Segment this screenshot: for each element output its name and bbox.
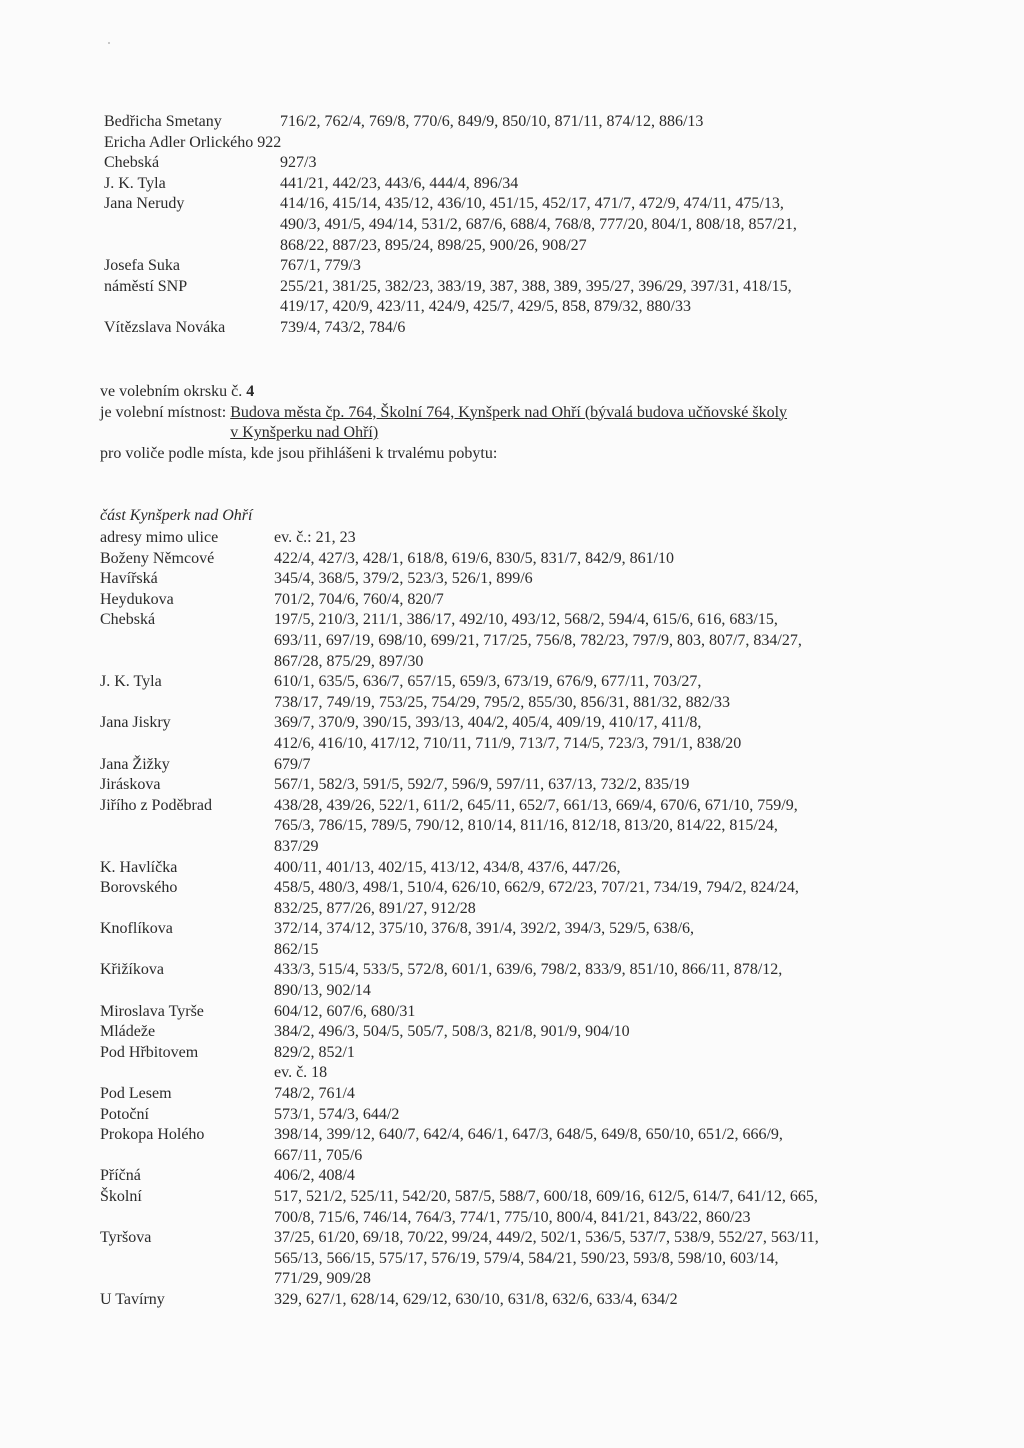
street-row — [100, 1228, 900, 1290]
house-numbers-line: 700/8, 715/6, 746/14, 764/3, 774/1, 775/10, 800/4, 841/21, 843/22, 860/23 — [274, 1208, 751, 1226]
street-name: adresy mimo ulice — [100, 529, 219, 546]
district-prefix: ve volebním okrsku č. — [100, 383, 243, 400]
house-numbers-line: 765/3, 786/15, 789/5, 790/12, 810/14, 811/16, 812/18, 813/20, 814/22, 815/24, — [274, 817, 778, 835]
house-numbers — [274, 672, 900, 713]
house-numbers-line: 868/22, 887/23, 895/24, 898/25, 900/26, 908/27 — [280, 236, 587, 254]
street-name: náměstí SNP — [104, 277, 188, 295]
house-numbers-line: ev. č.: 21, 23 — [274, 529, 356, 546]
house-numbers-line: 517, 521/2, 525/11, 542/20, 587/5, 588/7, 600/18, 609/16, 612/5, 614/7, 641/12, 665, — [274, 1188, 818, 1205]
street-row — [104, 277, 904, 318]
district-header — [100, 382, 900, 527]
house-numbers-line: 438/28, 439/26, 522/1, 611/2, 645/11, 652/7, 661/13, 669/4, 670/6, 671/10, 759/9, — [274, 796, 798, 814]
scan-speck — [108, 42, 110, 44]
street-name: U Tavírny — [100, 1290, 165, 1308]
street-name: Jana Nerudy — [104, 195, 185, 213]
house-numbers-line: 37/25, 61/20, 69/18, 70/22, 99/24, 449/2, 502/1, 536/5, 537/7, 538/9, 552/27, 563/11, — [274, 1229, 819, 1247]
house-numbers-line: 832/25, 877/26, 891/27, 912/28 — [274, 899, 476, 917]
house-numbers — [274, 755, 900, 776]
street-row — [100, 1187, 900, 1228]
house-numbers-line: 422/4, 427/3, 428/1, 618/8, 619/6, 830/5, 831/7, 842/9, 861/10 — [274, 549, 675, 567]
house-numbers-line: 771/29, 909/28 — [274, 1270, 371, 1288]
house-numbers-line: 458/5, 480/3, 498/1, 510/4, 626/10, 662/9, 672/23, 707/21, 734/19, 794/2, 824/24, — [274, 879, 799, 897]
street-name: Křižíkova — [100, 961, 164, 979]
house-numbers-line: 369/7, 370/9, 390/15, 393/13, 404/2, 405/4, 409/19, 410/17, 411/8, — [274, 714, 702, 732]
street-list-district-4 — [100, 528, 900, 1311]
house-numbers — [274, 610, 900, 672]
house-numbers-line: 419/17, 420/9, 423/11, 424/9, 425/7, 429/5, 858, 879/32, 880/33 — [280, 298, 691, 316]
house-numbers — [280, 194, 904, 256]
street-name: Tyršova — [100, 1229, 152, 1247]
street-name: Jiřího z Poděbrad — [100, 796, 212, 814]
house-numbers-line: 739/4, 743/2, 784/6 — [280, 318, 406, 336]
house-numbers — [274, 775, 900, 796]
street-name: Josefa Suka — [104, 257, 180, 275]
house-numbers-line: 412/6, 416/10, 417/12, 710/11, 711/9, 713/7, 714/5, 723/3, 791/1, 838/20 — [274, 734, 742, 752]
house-numbers-line: 867/28, 875/29, 897/30 — [274, 652, 424, 670]
house-numbers — [274, 1043, 900, 1084]
street-row — [100, 755, 900, 776]
street-name: Bedřicha Smetany — [104, 113, 222, 130]
street-row — [100, 1105, 900, 1126]
house-numbers-line: 372/14, 374/12, 375/10, 376/8, 391/4, 392/2, 394/3, 529/5, 638/6, — [274, 920, 695, 938]
house-numbers — [274, 1002, 900, 1023]
venue-text — [230, 403, 787, 444]
street-row — [100, 672, 900, 713]
street-row — [100, 775, 900, 796]
venue-row — [100, 403, 900, 444]
street-row — [100, 1290, 900, 1311]
street-row — [100, 1002, 900, 1023]
house-numbers — [280, 133, 904, 154]
house-numbers — [274, 713, 900, 754]
street-name: Vítězslava Nováka — [104, 318, 226, 336]
house-numbers — [274, 569, 900, 590]
street-row — [104, 112, 904, 133]
house-numbers — [274, 1187, 900, 1228]
house-numbers-line: 565/13, 566/15, 575/17, 576/19, 579/4, 584/21, 590/23, 593/8, 598/10, 603/14, — [274, 1249, 779, 1267]
street-name: Pod Hřbitovem — [100, 1043, 199, 1061]
house-numbers — [274, 1125, 900, 1166]
venue-line-2: v Kynšperku nad Ohří) — [230, 424, 379, 442]
venue-line-1: Budova města čp. 764, Školní 764, Kynšperk nad Ohří (bývalá budova učňovské školy — [230, 403, 788, 421]
house-numbers — [280, 112, 904, 133]
street-name: Chebská — [104, 154, 160, 172]
street-row — [100, 1022, 900, 1043]
house-numbers — [274, 796, 900, 858]
house-numbers — [280, 153, 904, 174]
street-name: Miroslava Tyrše — [100, 1002, 204, 1020]
house-numbers-line: 716/2, 762/4, 769/8, 770/6, 849/9, 850/10, 871/11, 874/12, 886/13 — [280, 113, 704, 130]
street-name: Příčná — [100, 1167, 141, 1185]
street-row — [104, 174, 904, 195]
house-numbers — [274, 878, 900, 919]
street-name: Heydukova — [100, 590, 174, 608]
street-row — [100, 549, 900, 570]
street-row — [100, 1043, 900, 1084]
street-name: K. Havlíčka — [100, 858, 178, 876]
house-numbers — [274, 1166, 900, 1187]
house-numbers-line: 441/21, 442/23, 443/6, 444/4, 896/34 — [280, 174, 519, 192]
district-line — [100, 382, 900, 403]
street-name: Pod Lesem — [100, 1085, 172, 1103]
house-numbers — [274, 1022, 900, 1043]
house-numbers — [274, 919, 900, 960]
street-row — [104, 133, 904, 154]
street-row — [104, 153, 904, 174]
house-numbers — [274, 528, 900, 549]
street-name: Chebská — [100, 611, 156, 629]
street-name: Mládeže — [100, 1023, 156, 1041]
house-numbers-line: 862/15 — [274, 940, 319, 958]
street-name: Boženy Němcové — [100, 549, 215, 567]
house-numbers-line: 329, 627/1, 628/14, 629/12, 630/10, 631/8, 632/6, 633/4, 634/2 — [274, 1290, 678, 1308]
house-numbers-line: 197/5, 210/3, 211/1, 386/17, 492/10, 493/12, 568/2, 594/4, 615/6, 616, 683/15, — [274, 611, 778, 629]
house-numbers-line: 345/4, 368/5, 379/2, 523/3, 526/1, 899/6 — [274, 570, 533, 588]
street-row — [104, 318, 904, 339]
voters-line: pro voliče podle místa, kde jsou přihlášeni k trvalému pobytu: — [100, 444, 498, 462]
street-name: Jana Žižky — [100, 755, 170, 773]
house-numbers-line: 384/2, 496/3, 504/5, 505/7, 508/3, 821/8, 901/9, 904/10 — [274, 1023, 630, 1041]
street-name: Ericha Adler Orlického 922 — [104, 133, 282, 151]
house-numbers — [274, 1105, 900, 1126]
street-row — [100, 919, 900, 960]
house-numbers-line: 738/17, 749/19, 753/25, 754/29, 795/2, 855/30, 856/31, 881/32, 882/33 — [274, 693, 731, 711]
street-row — [100, 796, 900, 858]
venue-label: je volební místnost: — [100, 403, 227, 421]
street-name: Borovského — [100, 879, 178, 897]
house-numbers-line: 748/2, 761/4 — [274, 1085, 355, 1103]
house-numbers-line: 667/11, 705/6 — [274, 1146, 363, 1164]
house-numbers — [274, 960, 900, 1001]
street-name: Školní — [100, 1188, 142, 1205]
house-numbers-line: 490/3, 491/5, 494/14, 531/2, 687/6, 688/4, 768/8, 777/20, 804/1, 808/18, 857/21, — [280, 215, 797, 233]
street-row — [100, 528, 900, 549]
street-name: Potoční — [100, 1105, 149, 1123]
house-numbers-line: 610/1, 635/5, 636/7, 657/15, 659/3, 673/19, 676/9, 677/11, 703/27, — [274, 673, 702, 691]
house-numbers-line: 400/11, 401/13, 402/15, 413/12, 434/8, 437/6, 447/26, — [274, 858, 621, 876]
street-row — [104, 194, 904, 256]
street-row — [100, 1166, 900, 1187]
street-row — [104, 256, 904, 277]
house-numbers-line: 398/14, 399/12, 640/7, 642/4, 646/1, 647/3, 648/5, 649/8, 650/10, 651/2, 666/9, — [274, 1126, 783, 1144]
house-numbers — [280, 256, 904, 277]
house-numbers-line: 890/13, 902/14 — [274, 982, 371, 1000]
house-numbers-line — [280, 133, 904, 154]
house-numbers — [280, 318, 904, 339]
street-name: Prokopa Holého — [100, 1126, 205, 1144]
street-name: Jiráskova — [100, 776, 161, 794]
house-numbers — [274, 1228, 900, 1290]
house-numbers — [280, 174, 904, 195]
street-list-continued — [104, 112, 904, 339]
house-numbers — [274, 590, 900, 611]
house-numbers-line: 701/2, 704/6, 760/4, 820/7 — [274, 590, 444, 608]
street-row — [100, 1125, 900, 1166]
house-numbers-line: 255/21, 381/25, 382/23, 383/19, 387, 388, 389, 395/27, 396/29, 397/31, 418/15, — [280, 277, 792, 295]
house-numbers-line: 767/1, 779/3 — [280, 257, 361, 275]
street-row — [100, 590, 900, 611]
house-numbers-line: ev. č. 18 — [274, 1064, 328, 1082]
street-name: Jana Jiskry — [100, 714, 171, 732]
house-numbers-line: 927/3 — [280, 154, 317, 172]
street-row — [100, 569, 900, 590]
house-numbers-line: 414/16, 415/14, 435/12, 436/10, 451/15, 452/17, 471/7, 472/9, 474/11, 475/13, — [280, 195, 784, 213]
street-row — [100, 1084, 900, 1105]
street-name: Havířská — [100, 570, 158, 588]
house-numbers-line: 837/29 — [274, 837, 319, 855]
house-numbers-line: 567/1, 582/3, 591/5, 592/7, 596/9, 597/11, 637/13, 732/2, 835/19 — [274, 776, 690, 794]
house-numbers-line: 604/12, 607/6, 680/31 — [274, 1002, 416, 1020]
street-row — [100, 858, 900, 879]
house-numbers-line: 406/2, 408/4 — [274, 1167, 355, 1185]
street-name: Knoflíkova — [100, 920, 173, 938]
house-numbers — [274, 858, 900, 879]
house-numbers — [274, 1084, 900, 1105]
house-numbers-line: 433/3, 515/4, 533/5, 572/8, 601/1, 639/6, 798/2, 833/9, 851/10, 866/11, 878/12, — [274, 961, 783, 979]
street-row — [100, 610, 900, 672]
street-name: J. K. Tyla — [100, 673, 162, 691]
house-numbers-line: 693/11, 697/19, 698/10, 699/21, 717/25, 756/8, 782/23, 797/9, 803, 807/7, 834/27, — [274, 631, 802, 649]
house-numbers — [274, 1290, 900, 1311]
house-numbers-line: 829/2, 852/1 — [274, 1043, 355, 1061]
street-row — [100, 878, 900, 919]
street-row — [100, 960, 900, 1001]
house-numbers — [280, 277, 904, 318]
street-name: J. K. Tyla — [104, 174, 166, 192]
street-row — [100, 713, 900, 754]
house-numbers — [274, 549, 900, 570]
house-numbers-line: 573/1, 574/3, 644/2 — [274, 1105, 400, 1123]
district-number: 4 — [246, 383, 255, 400]
part-title: část Kynšperk nad Ohří — [100, 507, 253, 525]
house-numbers-line: 679/7 — [274, 755, 311, 773]
